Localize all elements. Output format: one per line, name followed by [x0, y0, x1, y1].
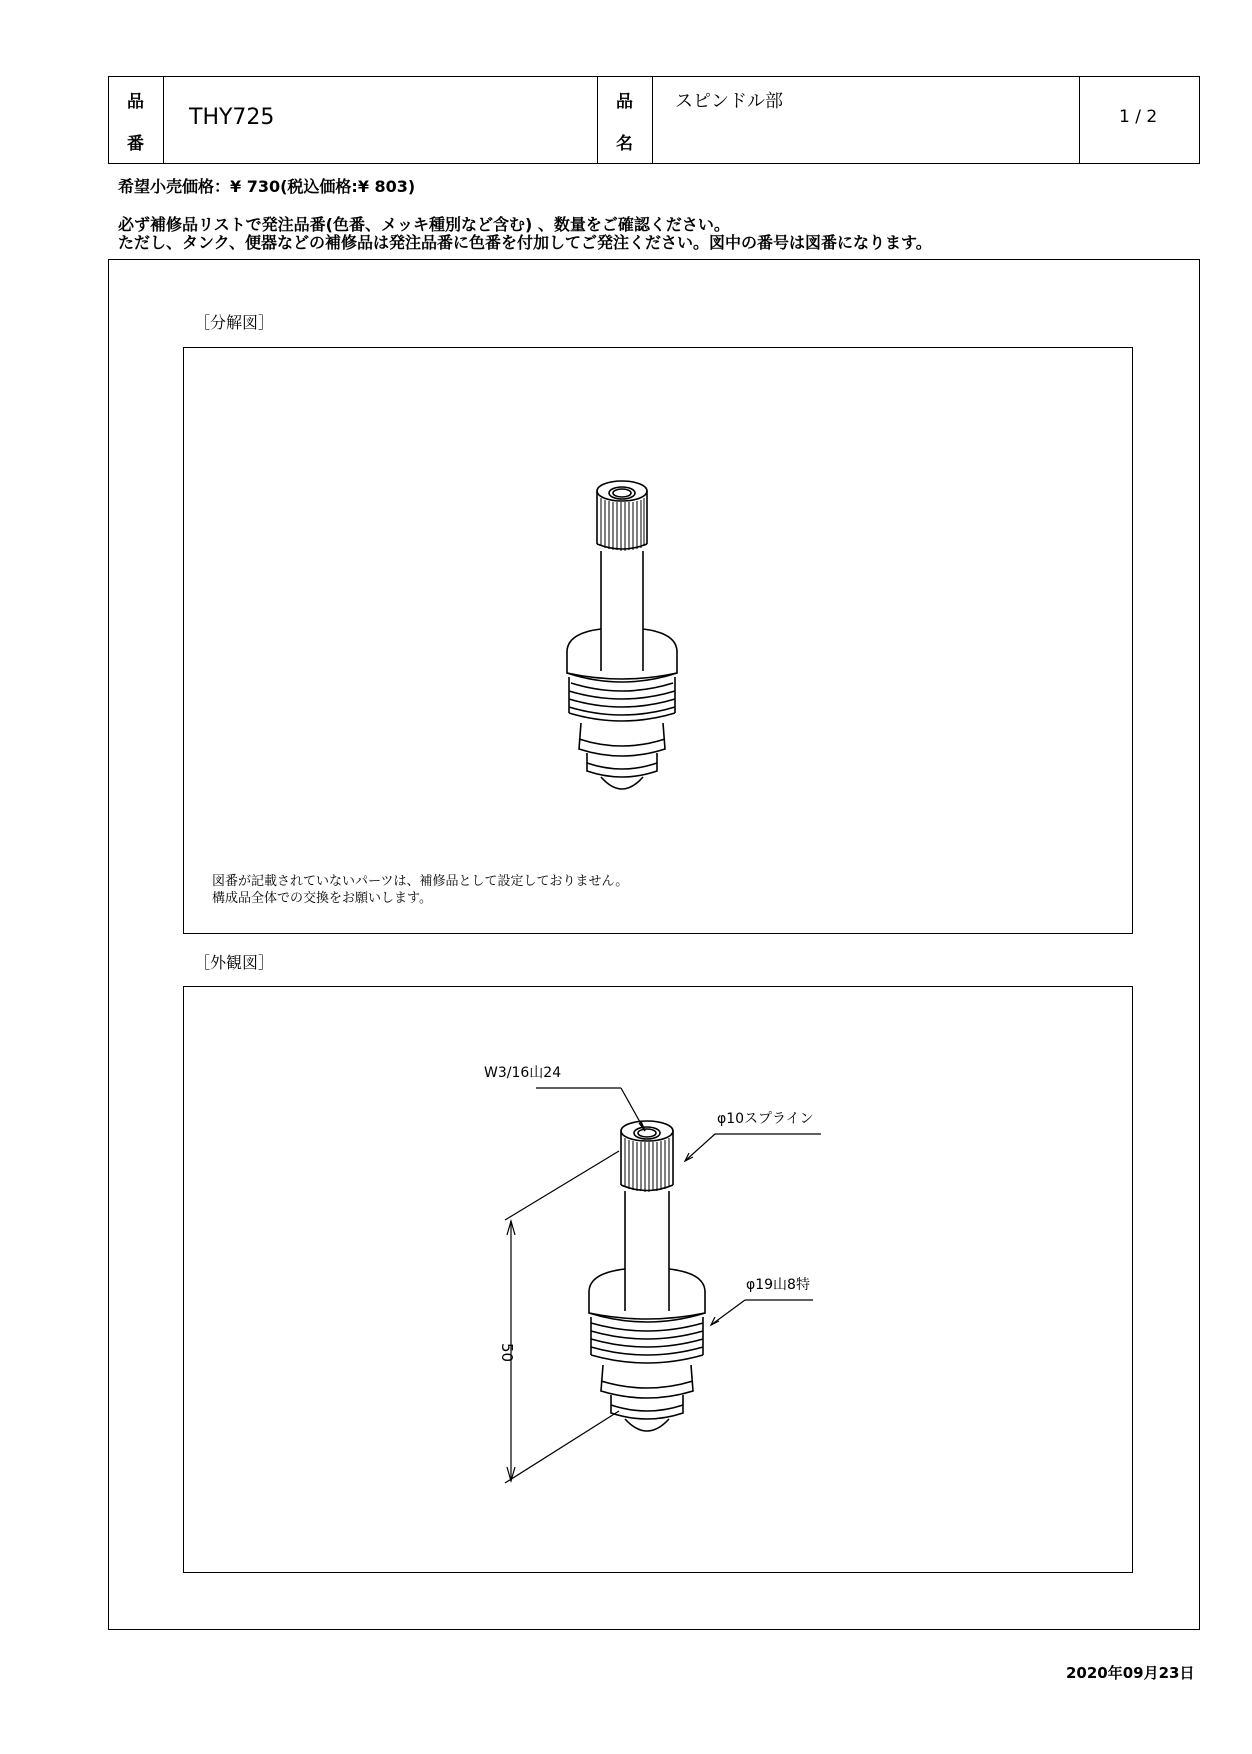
dimension-value: 50 [498, 1343, 516, 1363]
exploded-spindle-drawing [184, 348, 1131, 932]
part-name: スピンドル部 [675, 91, 783, 112]
label-screw: φ19山8特 [746, 1277, 810, 1293]
notice-line-1: 必ず補修品リストで発注品番(色番、メッキ種別など含む) 、数量をご確認ください。 [118, 215, 730, 234]
label-thread: W3/16山24 [484, 1065, 562, 1081]
part-no-label-top: 品 [127, 92, 144, 112]
part-name-label-top: 品 [616, 92, 633, 112]
exploded-note-1: 図番が記載されていないパーツは、補修品として設定しておりません。 [212, 874, 629, 889]
external-spindle-drawing [184, 987, 1131, 1571]
part-no-label-bottom: 番 [127, 134, 144, 154]
external-view-title: ［外観図］ [194, 953, 275, 972]
notice-line-2: ただし、タンク、便器などの補修品は発注品番に色番を付加してご発注ください。図中の番号は図番になります。 [118, 233, 932, 252]
header-divider [597, 77, 598, 163]
part-name-label-bottom: 名 [616, 134, 633, 154]
label-spline: φ10スプライン [717, 1111, 814, 1127]
part-number: THY725 [189, 105, 275, 130]
header-divider [163, 77, 164, 163]
issue-date: 2020年09月23日 [1066, 1664, 1195, 1682]
header-divider [1079, 77, 1080, 163]
exploded-view-panel [183, 347, 1133, 934]
exploded-note-2: 構成品全体での交換をお願いします。 [212, 891, 432, 906]
page-number: 1 / 2 [1119, 107, 1158, 127]
exploded-view-title: ［分解図］ [194, 313, 275, 332]
header-divider [652, 77, 653, 163]
header-table [108, 76, 1200, 164]
retail-price: 希望小売価格：¥ 730(税込価格:¥ 803) [118, 177, 416, 196]
external-view-panel [183, 986, 1133, 1573]
